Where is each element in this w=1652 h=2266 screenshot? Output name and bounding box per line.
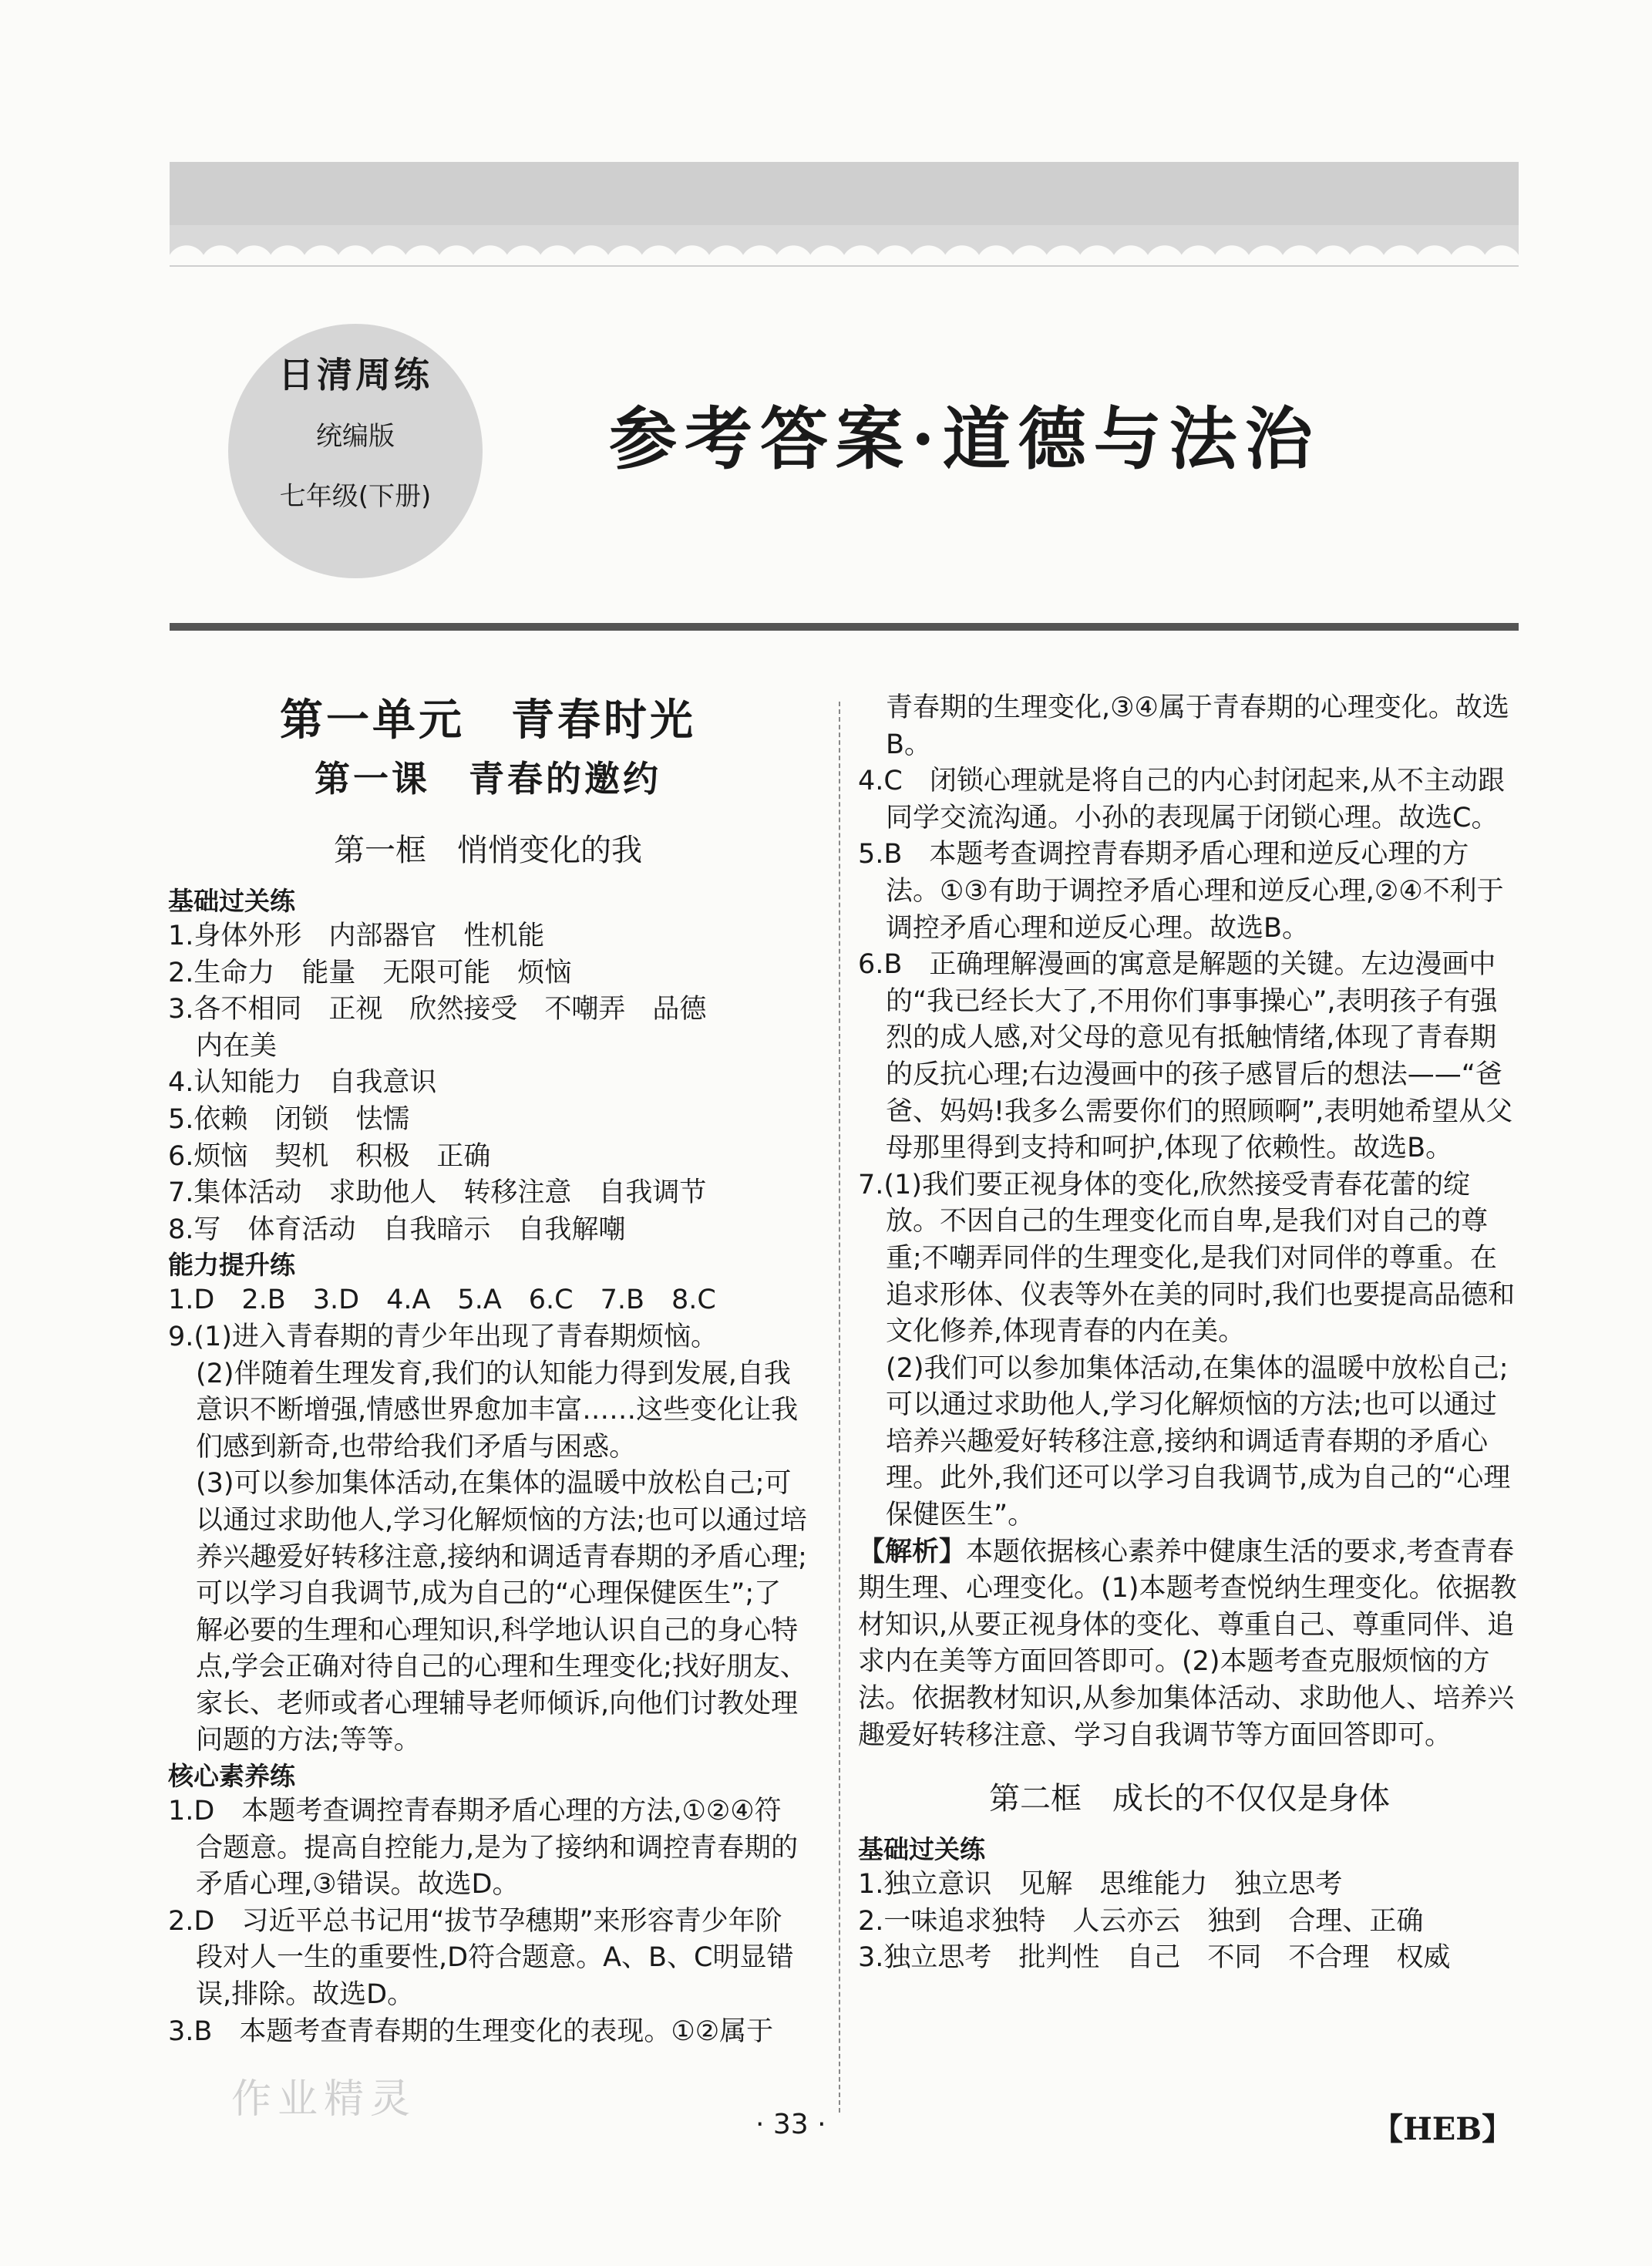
list-item: (3)可以参加集体活动,在集体的温暖中放松自己;可以通过求助他人,学习化解烦恼的方法;也可以通过培养兴趣爱好转移注意,接纳和调适青春期的矛盾心理;可以学习自我调节,成为自己的“心理保健医生”;了解必要的生理和心理知识,科学地认识自己的身心特点,学会正确对待自己的心理和生理变化;找好朋友、家长、老师或者心理辅导老师倾诉,向他们讨教处理问题的方法;等等。 [196, 1468, 807, 1756]
list-item: 5.依赖 闭锁 怯懦 [168, 1103, 410, 1135]
left-column [168, 690, 808, 2050]
badge-title: 日清周练 [278, 354, 432, 396]
lesson-title: 第一课 青春的邀约 [315, 758, 661, 800]
header-divider [170, 623, 1519, 631]
page-title: 参考答案·道德与法治 [609, 399, 1321, 479]
frame-title: 第二框 成长的不仅仅是身体 [989, 1781, 1390, 1817]
edition-code: 【HEB】 [1372, 2111, 1513, 2147]
list-item: 8.写 体育活动 自我暗示 自我解嘲 [168, 1214, 626, 1245]
list-item: 9.(1)进入青春期的青少年出现了青春期烦恼。 [168, 1321, 718, 1352]
frame-title: 第一框 悄悄变化的我 [334, 833, 642, 868]
section-title: 核心素养练 [168, 1761, 295, 1792]
analysis-tag: 【解析】 [858, 1536, 967, 1567]
watermark: 作业精灵 [231, 2076, 417, 2123]
badge-grade: 七年级(下册) [279, 481, 432, 512]
list-item: 1.D 本题考查调控青春期矛盾心理的方法,①②④符合题意。提高自控能力,是为了接纳和调控青春期的矛盾心理,③错误。故选D。 [168, 1796, 799, 1901]
section-title: 基础过关练 [168, 886, 295, 916]
analysis-paragraph [858, 1534, 1521, 1755]
list-item: 4.C 闭锁心理就是将自己的内心封闭起来,从不主动跟同学交流沟通。小孙的表现属于闭锁心理。故选C。 [858, 766, 1505, 833]
list-item: 1.D 2.B 3.D 4.A 5.A 6.C 7.B 8.C [168, 1285, 716, 1316]
header-scallop [170, 225, 1519, 267]
list-item: 3.各不相同 正视 欣然接受 不嘲弄 品德 [168, 994, 707, 1025]
unit-title: 第一单元 青春时光 [280, 695, 696, 746]
list-item: (2)我们可以参加集体活动,在集体的温暖中放松自己;可以通过求助他人,学习化解烦恼的方法;也可以通过培养兴趣爱好转移注意,接纳和调适青春期的矛盾心理。此外,我们还可以学习自我调节,成为自己的“心理保健医生”。 [886, 1352, 1511, 1531]
right-column [858, 690, 1521, 1977]
list-item: 内在美 [196, 1030, 278, 1062]
analysis-text: 本题依据核心素养中健康生活的要求,考查青春期生理、心理变化。(1)本题考查悦纳生理变化。依据教材知识,从要正视身体的变化、尊重自己、尊重同伴、追求内在美等方面回答即可。(2)本题考查克服烦恼的方法。依据教材知识,从参加集体活动、求助他人、培养兴趣爱好转移注意、学习自我调节等方面回答即可。 [858, 1536, 1517, 1751]
list-item: 4.认知能力 自我意识 [168, 1067, 437, 1099]
section-title: 能力提升练 [168, 1250, 295, 1281]
list-item: (2)伴随着生理发育,我们的认知能力得到发展,自我意识不断增强,情感世界愈加丰富……这些变化让我们感到新奇,也带给我们矛盾与困惑。 [196, 1358, 799, 1463]
page-number: · 33 · [755, 2109, 826, 2140]
list-item: 7.集体活动 求助他人 转移注意 自我调节 [168, 1177, 707, 1209]
list-item: 1.独立意识 见解 思维能力 独立思考 [858, 1869, 1343, 1901]
list-item: 1.身体外形 内部器官 性机能 [168, 921, 545, 951]
list-item: 青春期的生理变化,③④属于青春期的心理变化。故选B。 [886, 692, 1509, 760]
list-item: 2.D 习近平总书记用“拔节孕穗期”来形容青少年阶段对人一生的重要性,D符合题意。A、B、C明显错误,排除。故选D。 [168, 1905, 794, 2011]
badge-edition: 统编版 [316, 421, 395, 452]
list-item: 7.(1)我们要正视身体的变化,欣然接受青春花蕾的绽放。不因自己的生理变化而自卑,是我们对自己的尊重;不嘲弄同伴的生理变化,是我们对同伴的尊重。在追求形体、仪表等外在美的同时,我们也要提高品德和文化修养,体现青春的内在美。 [858, 1169, 1516, 1348]
list-item: 6.B 正确理解漫画的寓意是解题的关键。左边漫画中的“我已经长大了,不用你们事事操心”,表明孩子有强烈的成人感,对父母的意见有抵触情绪,体现了青春期的反抗心理;右边漫画中的孩子感冒后的想法——“爸爸、妈妈!我多么需要你们的照顾啊”,表明她希望从父母那里得到支持和呵护,体现了依赖性。故选B。 [858, 949, 1513, 1164]
section-title: 基础过关练 [858, 1834, 985, 1865]
list-item: 3.独立思考 批判性 自己 不同 不合理 权威 [858, 1942, 1451, 1974]
list-item: 3.B 本题考查青春期的生理变化的表现。①②属于 [168, 2015, 774, 2047]
list-item: 6.烦恼 契机 积极 正确 [168, 1140, 491, 1172]
column-divider [839, 702, 840, 2113]
list-item: 5.B 本题考查调控青春期矛盾心理和逆反心理的方法。①③有助于调控矛盾心理和逆反心理,②④不利于调控矛盾心理和逆反心理。故选B。 [858, 839, 1504, 944]
list-item: 2.一味追求独特 人云亦云 独到 合理、正确 [858, 1905, 1424, 1937]
header-band [170, 162, 1519, 225]
list-item: 2.生命力 能量 无限可能 烦恼 [168, 957, 572, 988]
